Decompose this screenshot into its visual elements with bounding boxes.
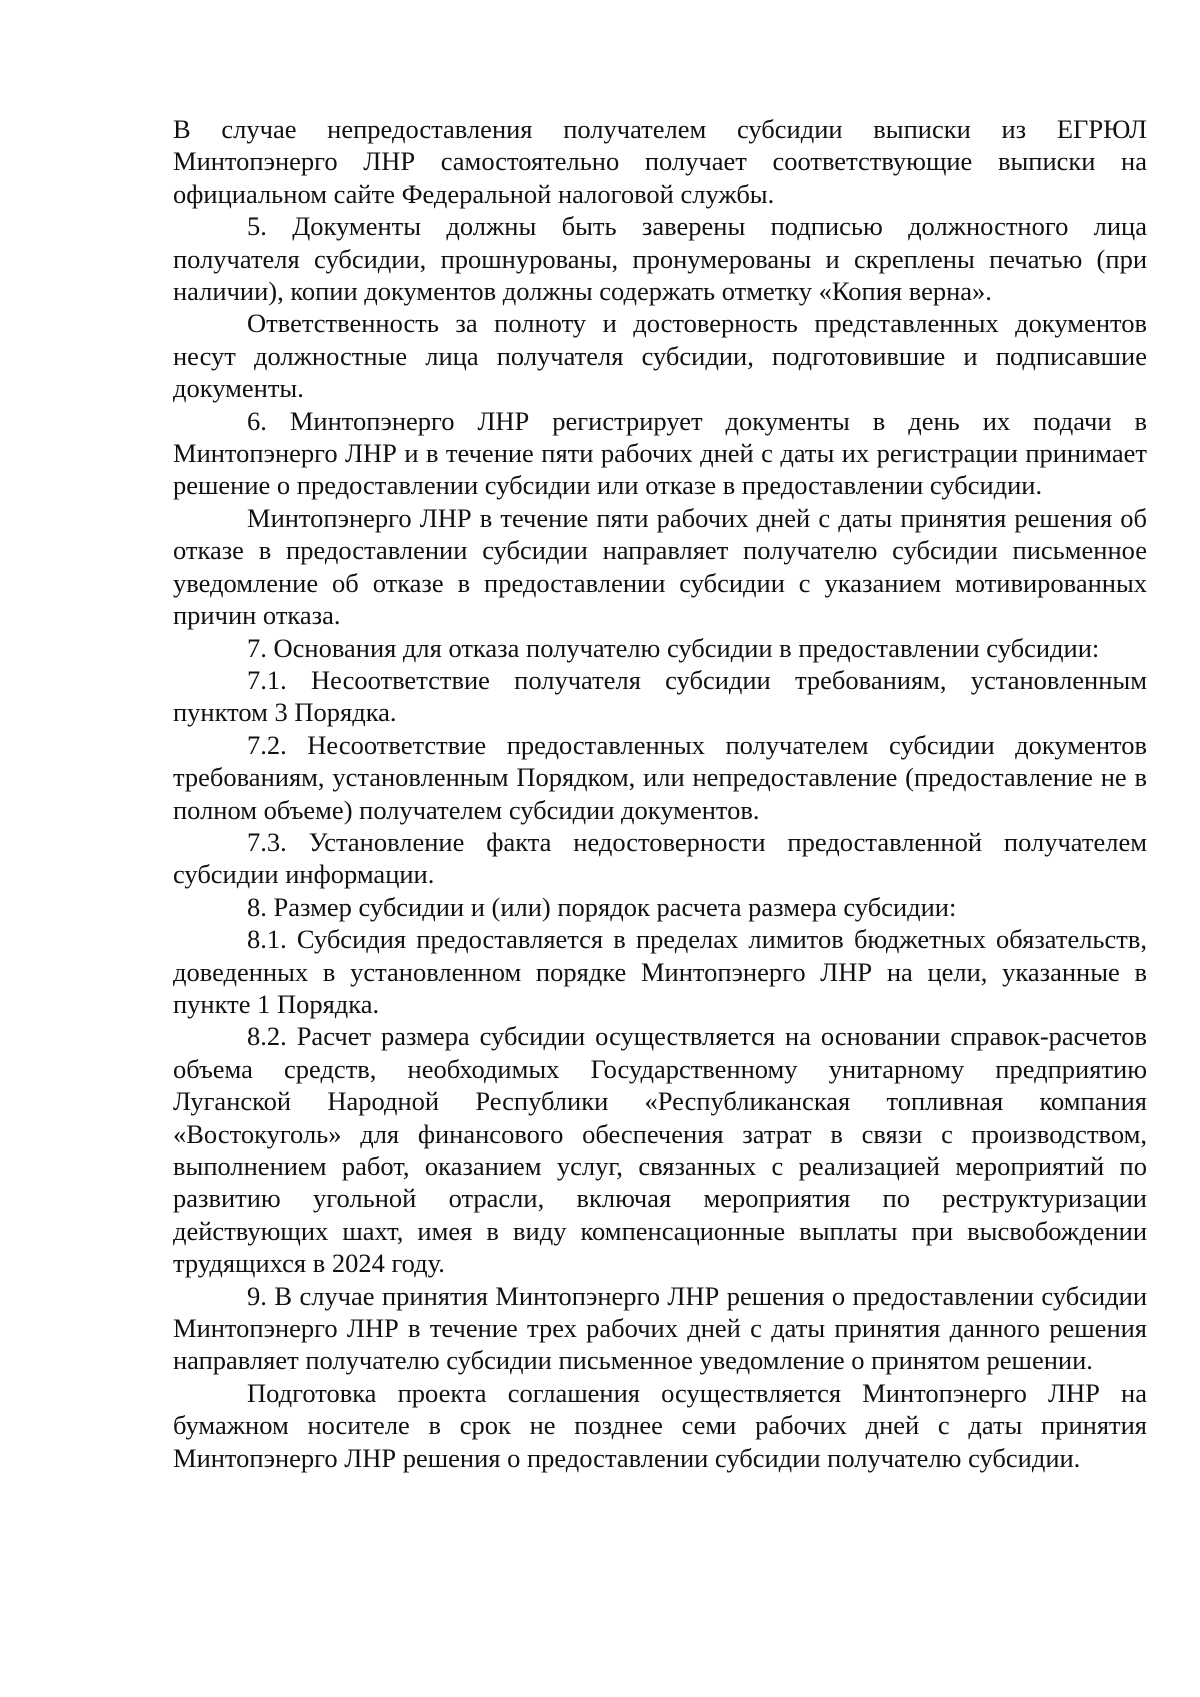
paragraph-item-9: 9. В случае принятия Минтопэнерго ЛНР решения о предоставлении субсидии Минтопэнерго ЛНР в течение трех рабочих дней с даты принятия данного решения направляет получателю субсидии письменное уведомление о принятом решении. bbox=[173, 1280, 1147, 1376]
paragraph-agreement-preparation: Подготовка проекта соглашения осуществляется Минтопэнерго ЛНР на бумажном носителе в срок не позднее семи рабочих дней с даты принятия Минтопэнерго ЛНР решения о предоставлении субсидии получателю субсидии. bbox=[173, 1377, 1147, 1473]
paragraph-responsibility: Ответственность за полноту и достоверность представленных документов несут должностные лица получателя субсидии, подготовившие и подписавшие документы. bbox=[173, 308, 1147, 404]
paragraph-item-7-2: 7.2. Несоответствие предоставленных получателем субсидии документов требованиям, установленным Порядком, или непредоставление (предоставление не в полном объеме) получателем субсидии документов. bbox=[173, 729, 1147, 825]
paragraph-item-6: 6. Минтопэнерго ЛНР регистрирует документы в день их подачи в Минтопэнерго ЛНР и в течение пяти рабочих дней с даты их регистрации принимает решение о предоставлении субсидии или отказе в предоставлении субсидии. bbox=[173, 405, 1147, 501]
paragraph-item-8-1: 8.1. Субсидия предоставляется в пределах лимитов бюджетных обязательств, доведенных в установленном порядке Минтопэнерго ЛНР на цели, указанные в пункте 1 Порядка. bbox=[173, 924, 1147, 1019]
paragraph-item-7-3: 7.3. Установление факта недостоверности предоставленной получателем субсидии информации. bbox=[173, 826, 1147, 890]
paragraph-refusal-notice: Минтопэнерго ЛНР в течение пяти рабочих дней с даты принятия решения об отказе в предоставлении субсидии направляет получателю субсидии письменное уведомление об отказе в предоставлении субсидии с указанием мотивированных причин отказа. bbox=[173, 502, 1147, 631]
paragraph-item-8-2: 8.2. Расчет размера субсидии осуществляется на основании справок-расчетов объема средств, необходимых Государственному унитарному предприятию Луганской Народной Республики «Республиканская топливная компания «Востокуголь» для финансового обеспечения затрат в связи с производством, выполнением работ, оказанием услуг, связанных с реализацией мероприятий по развитию угольной отрасли, включая мероприятия по реструктуризации действующих шахт, имея в виду компенсационные выплаты при высвобождении трудящихся в 2024 году. bbox=[173, 1021, 1147, 1279]
paragraph-item-8: 8. Размер субсидии и (или) порядок расчета размера субсидии: bbox=[247, 891, 957, 922]
paragraph-item-7-1: 7.1. Несоответствие получателя субсидии требованиям, установленным пунктом 3 Порядка. bbox=[173, 664, 1147, 728]
document-page bbox=[173, 113, 1147, 1474]
paragraph-egrul-extract: В случае непредоставления получателем субсидии выписки из ЕГРЮЛ Минтопэнерго ЛНР самостоятельно получает соответствующие выписки на официальном сайте Федеральной налоговой службы. bbox=[173, 114, 1147, 209]
paragraph-item-5: 5. Документы должны быть заверены подписью должностного лица получателя субсидии, прошнурованы, пронумерованы и скреплены печатью (при наличии), копии документов должны содержать отметку «Копия верна». bbox=[173, 211, 1147, 307]
paragraph-item-7: 7. Основания для отказа получателю субсидии в предоставлении субсидии: bbox=[247, 632, 1100, 663]
